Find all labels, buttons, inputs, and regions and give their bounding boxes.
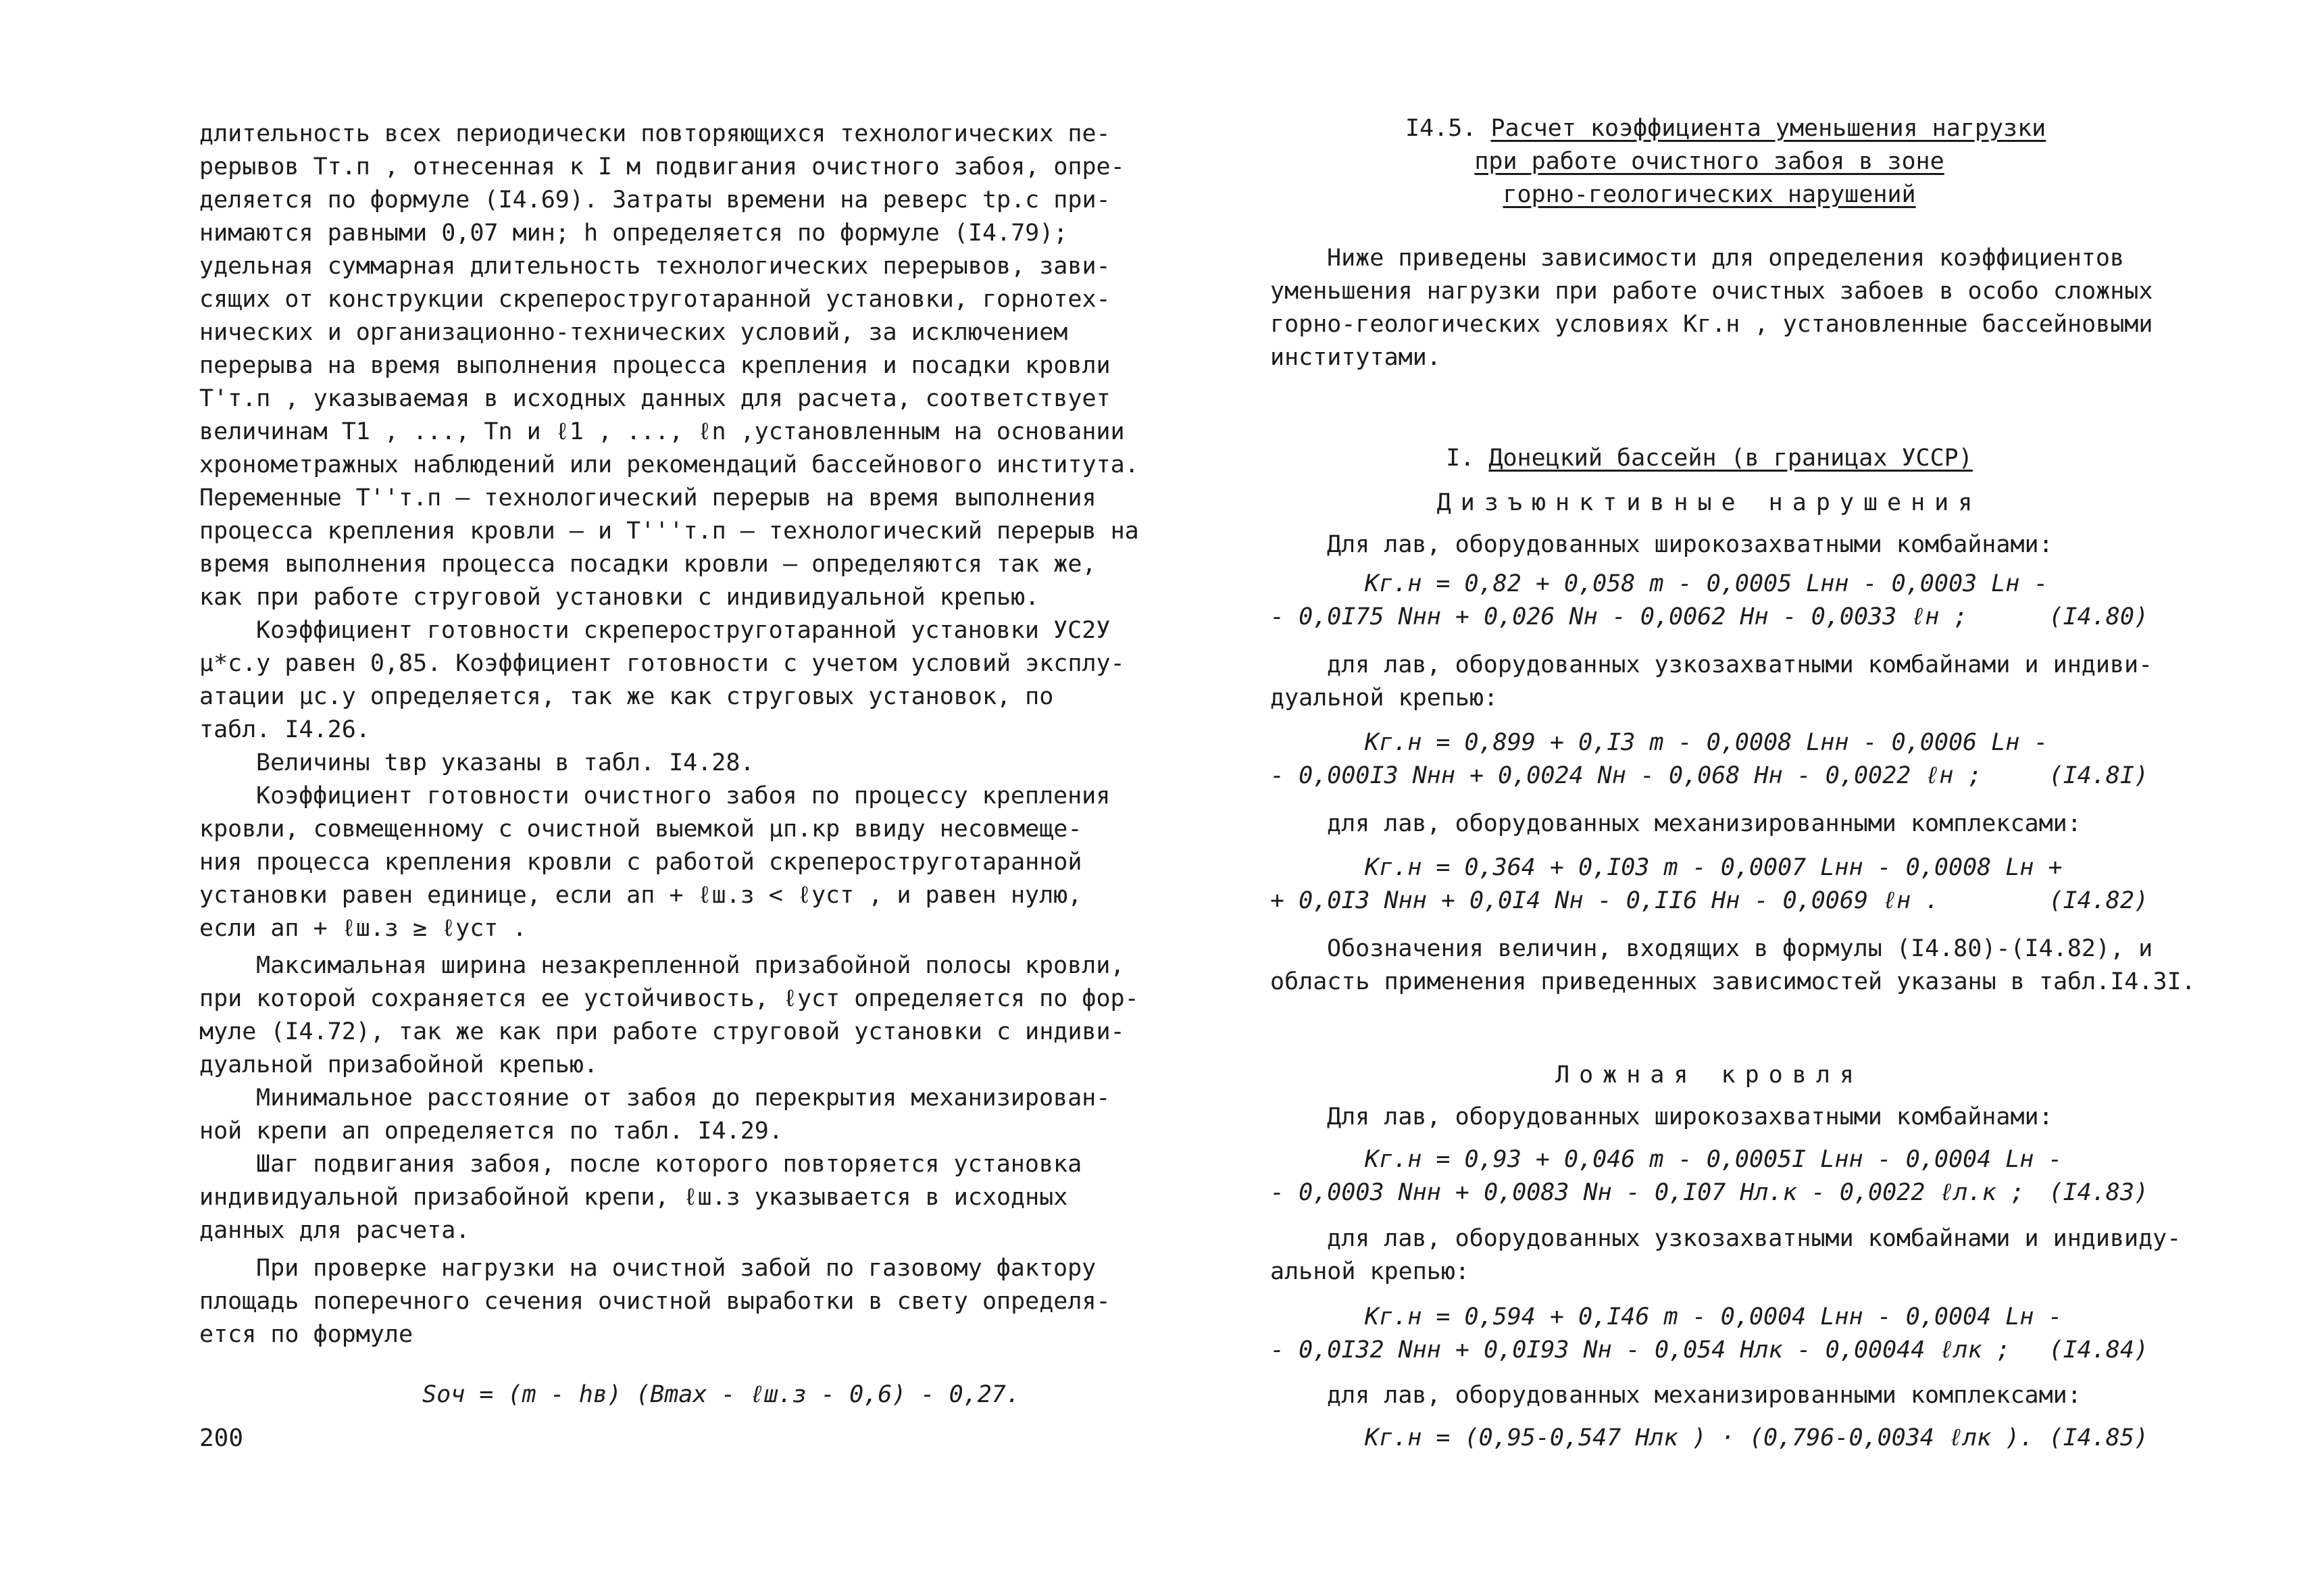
text-line: установки равен единице, если aп + ℓш.з < ℓуст , и равен нулю, — [199, 882, 1082, 909]
text-line: институтами. — [1270, 344, 1441, 371]
text-line: рерывов Tт.п , отнесенная к I м подвигания очистного забоя, опре- — [199, 153, 1125, 180]
equation-number: (I4.80) — [2048, 603, 2148, 630]
equation-line: Kг.н = 0,899 + 0,I3 m - 0,0008 Lнн - 0,0006 Lн - — [1365, 729, 2048, 756]
text-line: величинам T1 , ..., Tn и ℓ1 , ..., ℓn ,установленным на основании — [199, 418, 1125, 445]
equation-text: - 0,000I3 Nнн + 0,0024 Nн - 0,068 Hн - 0,0022 ℓн ; — [1270, 762, 1982, 789]
text-line: площадь поперечного сечения очистной выработки в свету определя- — [199, 1288, 1111, 1315]
equation-number: (I4.85) — [2048, 1424, 2148, 1451]
equation-line: Kг.н = 0,93 + 0,046 m - 0,0005I Lнн - 0,0004 Lн - — [1365, 1146, 2063, 1173]
text-line: для лав, оборудованных узкозахватными комбайнами и индиви- — [1327, 651, 2153, 678]
text-line: сящих от конструкции скрепероструготаранной установки, горнотех- — [199, 286, 1111, 313]
text-line: Коэффициент готовности очистного забоя по процессу крепления — [256, 782, 1111, 809]
text-line: деляется по формуле (I4.69). Затраты времени на реверс tр.с при- — [199, 186, 1111, 214]
text-line: Величины tвр указаны в табл. I4.28. — [256, 749, 755, 776]
equation-text: Kг.н = (0,95-0,547 Hлк ) · (0,796-0,0034 ℓлк ). — [1365, 1424, 2034, 1451]
text-line: как при работе струговой установки с индивидуальной крепью. — [199, 584, 1040, 611]
text-line: дуальной крепью: — [1270, 684, 1499, 712]
subsection-heading: Ложная кровля — [1555, 1062, 1863, 1089]
text-line: альной крепью: — [1270, 1258, 1470, 1285]
left-page — [199, 0, 1139, 1596]
section-title — [1405, 112, 2046, 145]
text-line: Максимальная ширина незакрепленной призабойной полосы кровли, — [256, 952, 1125, 979]
equation-line — [1270, 1176, 2148, 1209]
text-line: Ниже приведены зависимости для определения коэффициентов — [1327, 245, 2125, 272]
text-line: Коэффициент готовности скрепероструготаранной установки УС2У — [256, 617, 1111, 644]
equation-number: (I4.84) — [2048, 1337, 2148, 1364]
text-line: если aп + ℓш.з ≥ ℓуст . — [199, 915, 527, 942]
subsection-heading: Дизъюнктивные нарушения — [1436, 489, 1982, 516]
section-title-line: I4.5. Расчет коэффициента уменьшения нагрузки — [1405, 115, 2046, 142]
equation-text: - 0,0I32 Nнн + 0,0I93 Nн - 0,054 Hлк - 0,00044 ℓлк ; — [1270, 1337, 2011, 1364]
basin-heading: I. Донецкий бассейн (в границах УССР) — [1446, 445, 1973, 472]
section-title-line: горно-геологических нарушений — [1503, 181, 1916, 208]
text-line: нических и организационно-технических условий, за исключением — [199, 319, 1068, 346]
page-number: 200 — [199, 1424, 244, 1452]
equation-number: (I4.83) — [2048, 1179, 2148, 1206]
text-line: Минимальное расстояние от забоя до перекрытия механизирован- — [256, 1084, 1111, 1112]
text-line: индивидуальной призабойной крепи, ℓш.з указывается в исходных — [199, 1184, 1068, 1211]
equation-line: Kг.н = 0,82 + 0,058 m - 0,0005 Lнн - 0,0003 Lн - — [1365, 570, 2048, 597]
equation-line: Kг.н = 0,364 + 0,I03 m - 0,0007 Lнн - 0,0008 Lн + — [1365, 854, 2063, 881]
equation-number: (I4.8I) — [2048, 762, 2148, 789]
text-line: дуальной призабойной крепью. — [199, 1051, 599, 1078]
text-line: ется по формуле — [199, 1321, 413, 1348]
equation-line — [1365, 1422, 2148, 1454]
text-line: при которой сохраняется ее устойчивость, ℓуст определяется по фор- — [199, 985, 1139, 1012]
text-line: нимаются равными 0,07 мин; h определяется по формуле (I4.79); — [199, 220, 1068, 247]
text-line: μ*с.у равен 0,85. Коэффициент готовности с учетом условий эксплу- — [199, 650, 1125, 677]
text-line: атации μс.у определяется, так же как струговых установок, по — [199, 683, 1054, 710]
text-line: муле (I4.72), так же как при работе струговой установки с индиви- — [199, 1018, 1125, 1045]
equation-text: + 0,0I3 Nнн + 0,0I4 Nн - 0,II6 Hн - 0,0069 ℓн . — [1270, 887, 1940, 914]
equation-line — [1270, 759, 2148, 792]
text-line: горно-геологических условиях Kг.н , установленные бассейновыми — [1270, 311, 2153, 338]
text-line: область применения приведенных зависимостей указаны в табл.I4.3I. — [1270, 968, 2196, 995]
text-line: Для лав, оборудованных широкозахватными комбайнами: — [1327, 531, 2053, 558]
text-line: для лав, оборудованных механизированными комплексами: — [1327, 1382, 2082, 1409]
text-line: хронометражных наблюдений или рекомендаций бассейнового института. — [199, 451, 1139, 478]
text-line: Шаг подвигания забоя, после которого повторяется установка — [256, 1151, 1082, 1178]
equation-number: (I4.82) — [2048, 887, 2148, 914]
text-line: время выполнения процесса посадки кровли – определяются так же, — [199, 551, 1097, 578]
text-line: перерыва на время выполнения процесса крепления и посадки кровли — [199, 352, 1111, 379]
text-line: для лав, оборудованных узкозахватными комбайнами и индивиду- — [1327, 1225, 2182, 1252]
text-line: данных для расчета. — [199, 1217, 470, 1244]
equation-text: - 0,0I75 Nнн + 0,026 Nн - 0,0062 Hн - 0,0033 ℓн ; — [1270, 603, 1968, 630]
text-line: длительность всех периодически повторяющихся технологических пе- — [199, 120, 1111, 147]
formula-s-och: Sоч = (m - hв) (Bmax - ℓш.з - 0,6) - 0,27. — [422, 1381, 1020, 1408]
text-line: табл. I4.26. — [199, 716, 370, 743]
text-line: Обозначения величин, входящих в формулы (I4.80)-(I4.82), и — [1327, 935, 2153, 962]
text-line: Переменные T''т.п – технологический перерыв на время выполнения — [199, 484, 1097, 512]
text-line: T'т.п , указываемая в исходных данных для расчета, соответствует — [199, 385, 1111, 412]
text-line: уменьшения нагрузки при работе очистных забоев в особо сложных — [1270, 278, 2153, 305]
text-line: ния процесса крепления кровли с работой скрепероструготаранной — [199, 849, 1082, 876]
text-line: При проверке нагрузки на очистной забой по газовому фактору — [256, 1255, 1097, 1282]
equation-line — [1270, 601, 2148, 633]
text-line: кровли, совмещенному с очистной выемкой μп.кр ввиду несовмеще- — [199, 816, 1082, 843]
equation-line — [1270, 1334, 2148, 1366]
equation-line — [1270, 884, 2148, 917]
section-title-line: при работе очистного забоя в зоне — [1474, 148, 1944, 175]
text-line: Для лав, оборудованных широкозахватными комбайнами: — [1327, 1103, 2053, 1130]
equation-line: Kг.н = 0,594 + 0,I46 m - 0,0004 Lнн - 0,0004 Lн - — [1365, 1303, 2063, 1330]
text-line: ной крепи aп определяется по табл. I4.29. — [199, 1118, 783, 1145]
text-line: для лав, оборудованных механизированными комплексами: — [1327, 810, 2082, 837]
right-page — [1270, 0, 2196, 1596]
equation-text: - 0,0003 Nнн + 0,0083 Nн - 0,I07 Hл.к - 0,0022 ℓл.к ; — [1270, 1179, 2025, 1206]
text-line: процесса крепления кровли – и T'''т.п – технологический перерыв на — [199, 518, 1139, 545]
text-line: удельная суммарная длительность технологических перерывов, зави- — [199, 253, 1111, 280]
